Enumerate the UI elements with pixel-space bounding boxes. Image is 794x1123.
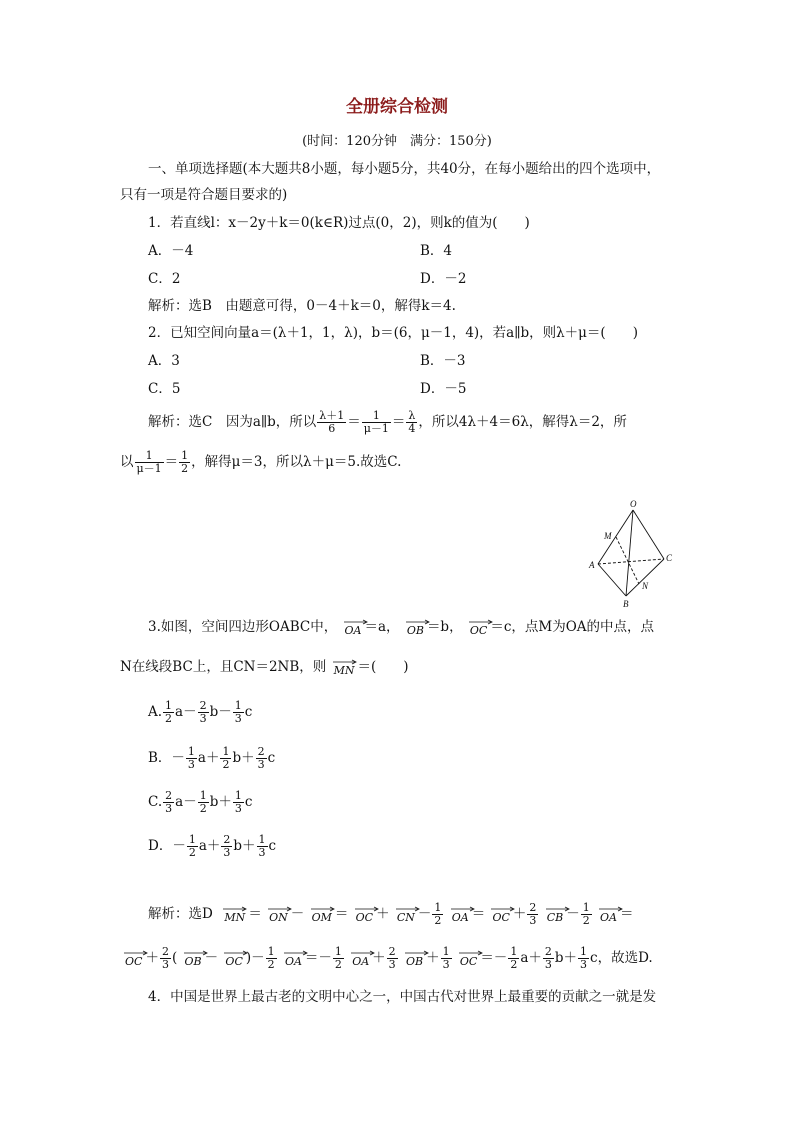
- q2-option-a: A．3: [148, 353, 180, 369]
- q3-text: ＝( ): [357, 659, 409, 675]
- op: ＋: [145, 950, 159, 966]
- frac-num: λ＋1: [319, 409, 345, 422]
- op: ＝: [471, 906, 486, 922]
- q3-option-c: [148, 790, 252, 815]
- vec-label: CB: [546, 910, 564, 924]
- opt-term: a－: [175, 704, 197, 720]
- op: ＋: [376, 906, 390, 922]
- op: )－: [245, 950, 265, 966]
- vec-label: OA: [344, 623, 362, 637]
- q3-text: ＝a，: [364, 619, 400, 635]
- vector-ob: [406, 950, 423, 968]
- q3-sol-text: 解析：选D: [148, 906, 213, 922]
- vector-on: [269, 906, 288, 924]
- vec-label: CN: [396, 910, 415, 924]
- vec-label: OC: [355, 910, 374, 924]
- fraction: [441, 946, 452, 971]
- edge-ob: [626, 510, 633, 596]
- vec-label: OC: [459, 954, 478, 968]
- frac-num: 1: [234, 699, 242, 712]
- frac-num: 1: [135, 450, 164, 463]
- opt-term: b＋: [232, 750, 255, 766]
- frac-den: 3: [187, 758, 195, 771]
- op: (: [171, 950, 178, 966]
- frac-num: 2: [257, 745, 265, 758]
- q2-sol-text: 以: [120, 454, 134, 470]
- fraction: [198, 790, 209, 815]
- q3-text: N在线段BC上，且CN＝2NB，则: [120, 659, 327, 675]
- vector-oc: [492, 906, 509, 924]
- op: ＋: [512, 906, 527, 922]
- page-title: 全册综合检测: [346, 97, 448, 117]
- vector-mn: [334, 659, 355, 677]
- arrow-icon: [468, 619, 494, 625]
- fraction: [543, 946, 554, 971]
- frac-den: 3: [161, 958, 169, 971]
- q3-text: ＝c，点M为OA的中点，点: [490, 619, 655, 635]
- q2-stem: 2．已知空间向量a＝(λ＋1，1，λ)，b＝(6，μ－1，4)，若a∥b，则λ＋μ＝( ): [148, 325, 638, 341]
- arrow-icon: [332, 659, 358, 665]
- fraction: [256, 746, 267, 771]
- fraction: [406, 410, 417, 435]
- section-heading: 一、单项选择题(本大题共8小题，每小题5分，共40分，在每小题给出的四个选项中，: [148, 161, 661, 177]
- opt-term: b＋: [209, 794, 232, 810]
- frac-num: 1: [510, 945, 518, 958]
- frac-num: 2: [165, 789, 173, 802]
- frac-den: 3: [234, 712, 242, 725]
- frac-num: 2: [388, 945, 396, 958]
- vector-oc: [225, 950, 242, 968]
- frac-num: 1: [234, 789, 242, 802]
- frac-den: 3: [544, 958, 552, 971]
- frac-num: λ: [406, 410, 417, 423]
- frac-den: 3: [199, 712, 207, 725]
- vec-label: OA: [284, 954, 302, 968]
- opt-term: c: [244, 704, 253, 720]
- arrow-icon: [283, 950, 309, 956]
- fraction: [233, 790, 244, 815]
- arrow-icon: [123, 950, 149, 956]
- opt-term: a－: [175, 794, 197, 810]
- vector-ob: [407, 619, 424, 637]
- vec-label: OA: [352, 954, 370, 968]
- fraction: [527, 902, 538, 927]
- vector-oc: [470, 619, 487, 637]
- frac-num: 2: [199, 699, 207, 712]
- q1-stem-num: 1．若直线: [148, 215, 211, 231]
- vec-label: OA: [600, 910, 617, 924]
- fraction: [220, 746, 231, 771]
- fraction: [160, 946, 171, 971]
- vec-label: OC: [125, 954, 143, 968]
- label-m: M: [604, 531, 612, 541]
- vec-label: OA: [451, 910, 469, 924]
- vector-oc: [356, 906, 373, 924]
- vector-cb: [547, 906, 564, 924]
- op: －: [290, 906, 305, 922]
- arrow-icon: [450, 906, 476, 912]
- frac-den: 2: [188, 846, 196, 859]
- tetrahedron-figure: [588, 498, 688, 614]
- q2-option-c: C．5: [148, 381, 181, 397]
- q1-solution: 解析：选B 由题意可得，0－4＋k＝0，解得k＝4.: [148, 298, 456, 314]
- frac-num: 1: [442, 945, 450, 958]
- eq-sign: ＝: [391, 414, 406, 430]
- op: ＋: [372, 950, 386, 966]
- frac-den: 2: [267, 958, 275, 971]
- opt-term: a＋: [198, 838, 221, 854]
- frac-num: 1: [222, 745, 230, 758]
- arrow-icon: [404, 950, 430, 956]
- frac-num: 1: [334, 945, 342, 958]
- fraction: [186, 746, 197, 771]
- op: ＝: [619, 906, 634, 922]
- op: ＝: [334, 906, 349, 922]
- frac-num: 1: [199, 789, 207, 802]
- q2-option-d: D．－5: [420, 381, 467, 397]
- vec-label: MN: [333, 663, 355, 677]
- frac-num: 2: [544, 945, 552, 958]
- op: ＝: [248, 906, 262, 922]
- frac-den: 3: [442, 958, 450, 971]
- edge-ac-hidden: [598, 559, 664, 564]
- frac-num: 1: [187, 745, 195, 758]
- frac-num: 2: [529, 901, 537, 914]
- q2-option-b: B．－3: [420, 353, 466, 369]
- q3-option-b: [148, 746, 275, 771]
- q3-solution-line2: [122, 946, 653, 971]
- arrow-icon: [354, 906, 380, 912]
- q2-solution-line2: [120, 450, 401, 475]
- fraction: [578, 946, 589, 971]
- frac-den: 3: [234, 802, 242, 815]
- fraction: [179, 450, 190, 475]
- vector-oa: [345, 619, 362, 637]
- fraction: [221, 834, 232, 859]
- fraction: [508, 946, 519, 971]
- vector-cn: [397, 906, 415, 924]
- frac-den: 2: [434, 914, 442, 927]
- fraction: [387, 946, 398, 971]
- edge-oc: [633, 510, 664, 559]
- arrow-icon: [458, 950, 484, 956]
- frac-num: 1: [181, 449, 189, 462]
- q1-stem: [148, 214, 530, 232]
- op: ＋: [426, 950, 440, 966]
- frac-den: μ－1: [363, 422, 389, 435]
- vec-label: ON: [269, 910, 288, 924]
- frac-den: 4: [408, 422, 416, 435]
- frac-den: 2: [222, 758, 230, 771]
- op: ＝－: [480, 950, 508, 966]
- frac-num: 1: [188, 833, 196, 846]
- q3-stem-line1: [148, 618, 654, 637]
- fraction: [257, 834, 268, 859]
- label-a: A: [589, 560, 595, 570]
- q2-sol-text: ，所以4λ＋4＝6λ，解得λ＝2，所: [418, 414, 627, 430]
- frac-den: 6: [328, 422, 336, 435]
- arrow-icon: [395, 906, 421, 912]
- vector-mn: [224, 906, 245, 924]
- q3-solution-line1: [148, 902, 633, 927]
- q1-option-c: C．2: [148, 271, 181, 287]
- exam-info: (时间：120分钟 满分：150分): [302, 134, 492, 149]
- opt-prefix: B．－: [148, 750, 185, 766]
- vector-oc: [125, 950, 142, 968]
- arrow-icon: [310, 906, 336, 912]
- fraction: [198, 700, 209, 725]
- vec-label: MN: [224, 910, 246, 924]
- label-n: N: [642, 581, 649, 591]
- fraction: [135, 450, 164, 475]
- op: c，故选D.: [590, 950, 653, 966]
- op: －: [566, 906, 580, 922]
- vec-label: OB: [184, 954, 202, 968]
- q3-option-d: [148, 834, 276, 859]
- fraction: [163, 790, 174, 815]
- op: －: [204, 950, 219, 966]
- frac-num: 1: [362, 410, 391, 423]
- q2-sol-text: ，解得μ＝3，所以λ＋μ＝5.故选C.: [191, 454, 402, 470]
- frac-den: 3: [223, 846, 231, 859]
- opt-prefix: C.: [148, 794, 163, 810]
- q3-stem-line2: [120, 658, 409, 677]
- fraction: [581, 902, 592, 927]
- edge-ab: [598, 564, 626, 596]
- frac-den: 3: [529, 914, 537, 927]
- q1-option-b: B．4: [420, 243, 453, 259]
- q3-option-a: [148, 700, 252, 725]
- vector-om: [312, 906, 332, 924]
- arrow-icon: [405, 619, 431, 625]
- vector-oa: [600, 906, 617, 924]
- vector-oa: [285, 950, 302, 968]
- arrow-icon: [222, 906, 248, 912]
- opt-term: b＋: [233, 838, 256, 854]
- opt-term: c: [267, 750, 276, 766]
- frac-den: 3: [165, 802, 173, 815]
- frac-den: 2: [582, 914, 590, 927]
- frac-den: 3: [580, 958, 588, 971]
- frac-num: 1: [434, 901, 442, 914]
- q1-option-a: A．－4: [148, 243, 194, 259]
- frac-num: 1: [165, 699, 173, 712]
- fraction: [187, 834, 198, 859]
- opt-term: a＋: [197, 750, 220, 766]
- arrow-icon: [490, 906, 516, 912]
- frac-den: μ－1: [136, 462, 162, 475]
- frac-den: 3: [388, 958, 396, 971]
- arrow-icon: [598, 906, 624, 912]
- vec-label: OB: [405, 954, 424, 968]
- fraction: [333, 946, 344, 971]
- q1-option-d: D．－2: [420, 271, 467, 287]
- frac-num: 1: [582, 901, 590, 914]
- opt-prefix: A.: [148, 704, 163, 720]
- frac-den: 2: [199, 802, 207, 815]
- vector-ob: [185, 950, 202, 968]
- frac-num: 2: [161, 945, 169, 958]
- opt-prefix: D．－: [148, 838, 186, 854]
- fraction: [432, 902, 443, 927]
- vec-label: OM: [311, 910, 332, 924]
- q3-text: 3.如图，空间四边形OABC中，: [148, 619, 338, 635]
- label-o: O: [630, 499, 637, 509]
- label-b: B: [623, 599, 629, 609]
- vec-label: OC: [469, 623, 488, 637]
- arrow-icon: [350, 950, 376, 956]
- frac-num: 1: [580, 945, 588, 958]
- frac-den: 3: [257, 758, 265, 771]
- frac-den: 3: [258, 846, 266, 859]
- vec-label: OB: [406, 623, 424, 637]
- op: b＋: [554, 950, 578, 966]
- op: a＋: [520, 950, 542, 966]
- fraction: [233, 700, 244, 725]
- fraction: [362, 410, 391, 435]
- arrow-icon: [223, 950, 249, 956]
- vec-label: OC: [225, 954, 243, 968]
- vector-oc: [460, 950, 477, 968]
- arrow-icon: [545, 906, 571, 912]
- fraction: [163, 700, 174, 725]
- label-c: C: [666, 553, 673, 563]
- q2-solution-line1: [148, 410, 627, 435]
- op: －: [417, 906, 432, 922]
- opt-term: b－: [209, 704, 232, 720]
- frac-num: 2: [223, 833, 231, 846]
- frac-num: 1: [267, 945, 275, 958]
- frac-den: 2: [165, 712, 173, 725]
- frac-den: 2: [181, 462, 189, 475]
- frac-num: 1: [258, 833, 266, 846]
- q2-sol-text: 解析：选C 因为a∥b，所以: [148, 414, 317, 430]
- frac-den: 2: [510, 958, 518, 971]
- arrow-icon: [267, 906, 293, 912]
- vector-oa: [452, 906, 469, 924]
- opt-term: c: [244, 794, 253, 810]
- vector-oa: [352, 950, 369, 968]
- op: ＝－: [304, 950, 332, 966]
- fraction: [266, 946, 277, 971]
- frac-den: 2: [334, 958, 342, 971]
- eq-sign: ＝: [347, 414, 361, 430]
- eq-sign: ＝: [164, 454, 179, 470]
- section-heading-cont: 只有一项是符合题目要求的): [120, 187, 288, 203]
- arrow-icon: [183, 950, 209, 956]
- vec-label: OC: [492, 910, 510, 924]
- opt-term: c: [268, 838, 277, 854]
- fraction: [317, 410, 346, 435]
- q4-stem: 4．中国是世界上最古老的文明中心之一，中国古代对世界上最重要的贡献之一就是发: [148, 989, 657, 1005]
- arrow-icon: [343, 619, 369, 625]
- q3-text: ＝b，: [426, 619, 463, 635]
- q1-stem-text: l：x－2y＋k＝0(k∈R)过点(0，2)，则k的值为( ): [210, 215, 530, 231]
